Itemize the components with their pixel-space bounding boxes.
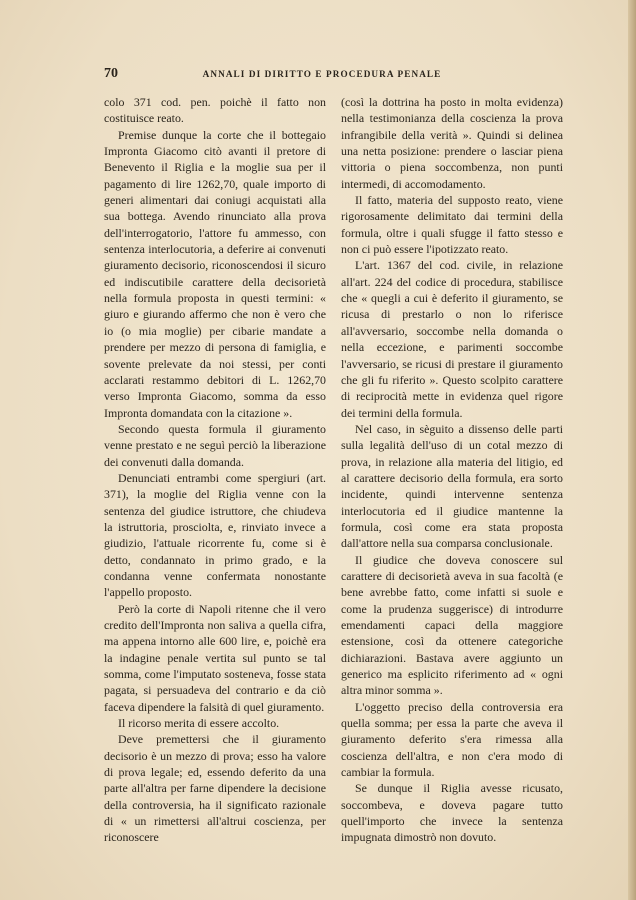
right-column [341,94,563,846]
paragraph: Deve premettersi che il giuramento decisorio è un mezzo di prova; esso ha valore di prova legale; ed, essendo deferito da una parte all'altra per farne dipendere la decisione della controversia, ha il significato razionale di « un rimettersi all'altrui coscienza, per riconoscere [104,732,326,845]
paragraph: L'oggetto preciso della controversia era quella somma; per essa la parte che aveva il giuramento deferito s'era rimessa alla coscienza dell'altra, e non c'era modo di cambiar la formula. [341,699,563,780]
paragraph: colo 371 cod. pen. poichè il fatto non costituisce reato. [104,95,326,126]
paragraph: Il ricorso merita di essere accolto. [118,716,280,731]
paragraph: Premise dunque la corte che il bottegaio Impronta Giacomo citò avanti il pretore di Benevento il Riglia e la moglie sua per il pagamento di lire 1262,70, quale importo di generi alimentari dai coniugi acquistati alla sua bottega. Avendo rinunciato alla prova dell'interrogatorio, l'attore fu ammesso, con sentenza interlocutoria, a deferire ai convenuti giuramento decisorio, riconoscendosi il sicuro ed indiscutibile carattere della decisorietà nella formula proposta in questi termini: « giuro e giurando affermo che non è vero che io (o mia moglie) per cibarie mandate a prendere per mezzo di persona di famiglia, e sovente prelevate da noi stessi, per conti acclarati restammo debitori di L. 1262,70 verso Impronta Giacomo, somma da esso Impronta domandata con la citazione ». [104,127,326,420]
paragraph: Nel caso, in sèguito a dissenso delle parti sulla legalità dell'uso di un cotal mezzo di prova, in relazione alla materia del litigio, ed al carattere decisorio della formula, era sorto incidente, quindi intervenne sentenza interlocutoria ed il giudice mantenne la formula, così come era stata proposta dall'attore nella sua comparsa conclusionale. [341,421,563,551]
paragraph: Però la corte di Napoli ritenne che il vero credito dell'Impronta non saliva a quella cifra, ma appena intorno alle 600 lire, e, poichè era la indagine penale vertita sul punto se tal somma, come l'imputato sosteneva, fosse stata pagata, si persuadeva del contrario e da ciò faceva dipendere la falsità di quel giuramento. [104,601,326,714]
running-head: ANNALI DI DIRITTO E PROCEDURA PENALE [202,69,442,79]
page-number: 70 [104,66,118,81]
page-header [104,66,540,82]
paragraph: Denunciati entrambi come spergiuri (art. 371), la moglie del Riglia venne con la sentenza del giudice istruttore, che chiudeva la istruttoria, prosciolta, e, rinviato invece a giudizio, l'attuale ricorrente fu, come si è detto, condannato in primo grado, e la condanna venne confermata nonostante l'appello proposto. [104,470,326,600]
paragraph: Il giudice che doveva conoscere sul carattere di decisorietà aveva in sua facoltà (e bene avrebbe fatto, come infatti si suole e come la prudenza suggerisce) di introdurre emendamenti capaci della maggiore estensione, così da ottenere categoriche dichiarazioni. Bastava avere aggiunto un generico ma esplicito riferimento ad « ogni altra minor somma ». [341,552,563,698]
paragraph: L'art. 1367 del cod. civile, in relazione all'art. 224 del codice di procedura, stabilisce che « quegli a cui è deferito il giuramento, se ricusa di prestarlo o non lo riferisce all'avversario, soccombe nella domanda o nella eccezione, e parimenti soccombe l'avversario, se ricusi di prestare il giuramento che gli fu riferito ». Questo scolpito carattere di reciprocità mette in evidenza quel rigore dei termini della formula. [341,258,563,420]
paragraph: (così la dottrina ha posto in molta evidenza) nella testimonianza della coscienza la prova infrangibile della verità ». Quindi si delinea una netta posizione: prendere o lasciar piena vittoria o piena soccombenza, non punti intermedi, di accomodamento. [341,95,563,191]
paragraph: Secondo questa formula il giuramento venne prestato e ne seguì perciò la liberazione dei convenuti dalla domanda. [104,421,326,469]
paragraph: Se dunque il Riglia avesse ricusato, soccombeva, e doveva pagare tutto quell'importo che invece la sentenza impugnata dimostrò non dovuto. [341,781,563,845]
page-edge-shadow [628,0,636,900]
paragraph: Il fatto, materia del supposto reato, viene rigorosamente delimitato dai termini della formula, oltre i quali sfugge il fatto stesso e non ci può essere l'ipotizzato reato. [341,193,563,257]
left-column [104,94,326,846]
